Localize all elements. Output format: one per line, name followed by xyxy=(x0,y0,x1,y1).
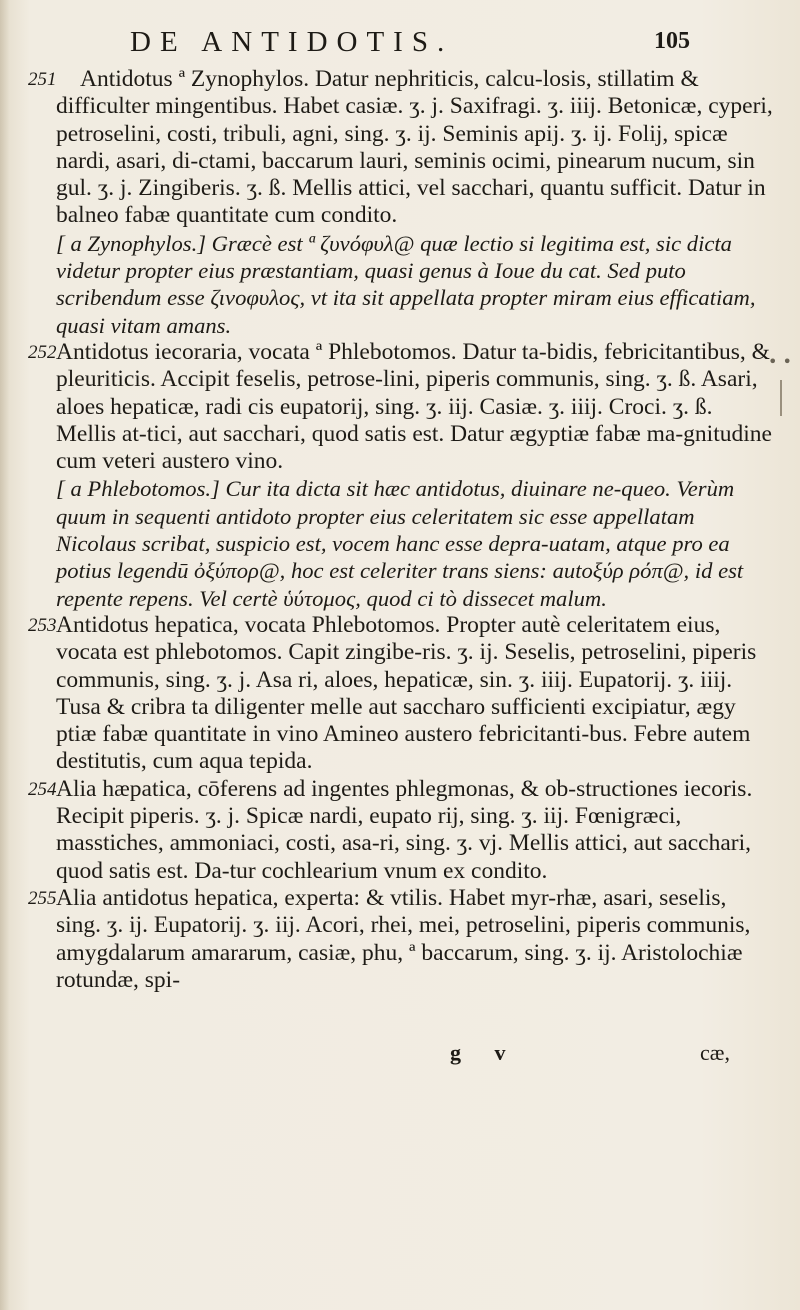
entry-number: 254 xyxy=(28,778,57,800)
recipe-entry-252 xyxy=(28,338,774,475)
commentary-phlebotomos xyxy=(56,475,774,611)
page-number: 105 xyxy=(654,28,690,54)
commentary-text: [ a Phlebotomos.] Cur ita dicta sit hæc antidotus, diuinare ne-queo. Verùm quum in sequenti antidoto propter eius celeritatem sic esse appellatam Nicolaus scribat, suspicio est, vocem hanc esse depra-uatam, atque pro ea potius legendū ὀξύπορ@, hoc est celeriter trans siens: autoξύρ ρόπ@, id est repente repens. Vel certè ὑύτομος, quod ci tò dissecet malum. xyxy=(56,476,744,611)
entry-text: Antidotus iecoraria, vocata ª Phlebotomos. Datur ta-bidis, febricitantibus, & pleuriticis. Accipit feselis, petrose-lini, piperis communis, sing. ʒ. ß. Asari, aloes hepaticæ, radi cis eupatorij, sing. ʒ. iij. Casiæ. ʒ. iiij. Croci. ʒ. ß. Mellis at-tici, aut sacchari, quod satis est. Datur ægyptiæ fabæ ma-gnitudine cum veteri austero vino. xyxy=(56,338,772,475)
commentary-zynophylos xyxy=(56,230,774,339)
recipe-entry-254 xyxy=(28,775,774,885)
margin-rule xyxy=(780,380,782,416)
entry-number: 255 xyxy=(28,887,57,909)
running-title: DE ANTIDOTIS. xyxy=(130,26,454,58)
recipe-entry-253 xyxy=(28,611,774,776)
entry-text: Alia antidotus hepatica, experta: & vtilis. Habet myr-rhæ, asari, seselis, sing. ʒ. ij. Eupatorij. ʒ. iij. Acori, rhei, mei, petroselini, piperis communis, amygdalarum amararum, casiæ, phu, ª baccarum, sing. ʒ. ij. Aristolochiæ rotundæ, spi- xyxy=(56,884,751,993)
recipe-entry-255 xyxy=(28,884,774,994)
entry-number: 252 xyxy=(28,341,57,363)
entry-text: Alia hæpatica, cōferens ad ingentes phlegmonas, & ob-structiones iecoris. Recipit piperis. ʒ. j. Spicæ nardi, eupato rij, sing. ʒ. iij. Fœnigræci, masstiches, ammoniaci, costi, asa-ri, sing. ʒ. vj. Mellis attici, aut sacchari, quod satis est. Da-tur cochlearium vnum ex condito. xyxy=(56,775,753,884)
commentary-text: [ a Zynophylos.] Græcè est ª ζυνόφυλ@ quæ lectio si legitima est, sic dicta videtur propter eius præstantiam, quasi genus à Ioue du cat. Sed puto scribendum esse ζινοφυλος, vt ita sit appellata propter miram eius efficatiam, quasi vitam amans. xyxy=(56,230,756,338)
signature-mark: g v xyxy=(450,1040,520,1065)
page-binding-edge xyxy=(0,0,10,1310)
entry-number: 253 xyxy=(28,614,57,636)
page-header xyxy=(130,26,690,66)
margin-dots-icon: • • xyxy=(768,352,792,371)
entry-number: 251 xyxy=(28,69,57,90)
main-text xyxy=(28,66,774,994)
entry-text: Antidotus hepatica, vocata Phlebotomos. Propter autè celeritatem eius, vocata est phlebotomos. Capit zingibe-ris. ʒ. ij. Seselis, petroselini, piperis communis, sing. ʒ. j. Asa ri, aloes, hepaticæ, sin. ʒ. iiij. Eupatorij. ʒ. iiij. Tusa & cribra ta diligenter melle aut saccharo sufficienti excipiatur, ægy ptiæ fabæ quantitate in vino Amineo austero febricitanti-bus. Febre autem destitutis, cum aqua tepida. xyxy=(56,611,757,775)
footer-line xyxy=(430,1040,730,1070)
entry-text: Antidotus ª Zynophylos. Datur nephriticis, calcu-losis, stillatim & difficulter mingentibus. Habet casiæ. ʒ. j. Saxifragi. ʒ. iiij. Betonicæ, cyperi, petroselini, costi, tribuli, agni, sing. ʒ. ij. Seminis apij. ʒ. ij. Folij, spicæ nardi, asari, di-ctami, baccarum lauri, seminis ocimi, pinearum nucum, sin gul. ʒ. j. Zingiberis. ʒ. ß. Mellis attici, vel sacchari, quantu sufficit. Datur in balneo fabæ quantitate cum condito. xyxy=(56,66,773,229)
catchword: cæ, xyxy=(700,1040,730,1065)
recipe-entry-251 xyxy=(28,66,774,230)
